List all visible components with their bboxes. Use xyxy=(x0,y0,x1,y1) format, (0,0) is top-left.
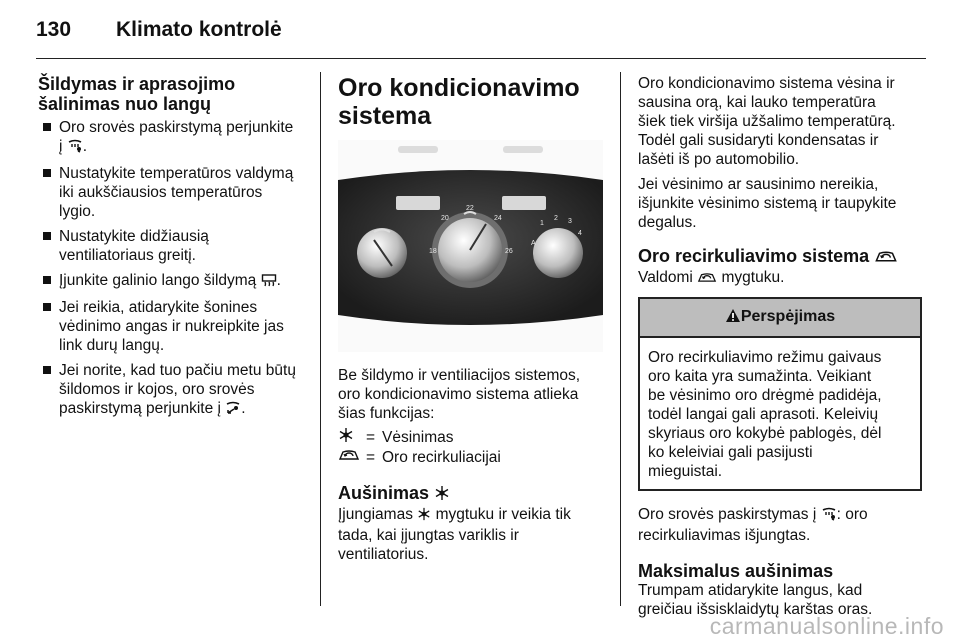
temp-label: 24 xyxy=(494,215,502,222)
paragraph-line: Jei vėsinimo ar sausinimo nereikia, xyxy=(638,176,879,193)
warning-title: Perspėjimas xyxy=(740,308,836,325)
cooling-text xyxy=(338,505,613,564)
recirculation-text xyxy=(638,268,928,289)
heading-text: Aušinimas xyxy=(338,483,430,503)
paragraph-text: mygtuku ir veikia tik xyxy=(435,506,571,523)
item-text: ventiliatoriaus greitį. xyxy=(59,247,196,264)
paragraph-text: Valdomi xyxy=(638,269,693,286)
function-row xyxy=(338,447,613,467)
page-number: 130 xyxy=(36,18,72,41)
paragraph-text: mygtuku. xyxy=(721,269,785,286)
paragraph-line: sausina orą, kai lauko temperatūra xyxy=(638,94,876,111)
column-divider xyxy=(320,72,321,606)
paragraph-line: šias funkcijas: xyxy=(338,405,435,422)
paragraph-line: Todėl gali susidaryti kondensatas ir xyxy=(638,132,879,149)
snowflake-icon xyxy=(338,427,366,448)
defrost-steps-list xyxy=(38,118,313,420)
paragraph xyxy=(638,74,928,169)
list-item xyxy=(38,361,313,420)
list-item xyxy=(38,164,313,221)
recirculation-icon xyxy=(874,248,898,268)
list-item xyxy=(38,118,313,158)
feet-defrost-airflow-icon xyxy=(225,401,241,420)
item-text: Jei norite, kad tuo pačiu metu būtų xyxy=(59,362,296,379)
section-heading-ac xyxy=(338,74,613,130)
item-text: Nustatykite temperatūros valdymą xyxy=(59,165,294,182)
item-text: vėdinimo angas ir nukreipkite jas xyxy=(59,318,284,335)
paragraph-line: degalus. xyxy=(638,214,697,231)
fan-label: A xyxy=(531,240,536,247)
fan-label: 2 xyxy=(554,215,558,222)
after-warning-text xyxy=(638,505,928,545)
rear-window-heater-icon xyxy=(261,273,277,292)
paragraph-line: lašėti iš po automobilio. xyxy=(638,151,800,168)
list-item xyxy=(38,227,313,265)
item-text: . xyxy=(241,400,246,417)
function-text: Vėsinimas xyxy=(382,428,454,446)
item-text: Įjunkite galinio lango šildymą xyxy=(59,272,257,289)
function-list xyxy=(338,427,613,467)
warning-line: todėl langai gali aprasoti. Keleivių xyxy=(648,406,879,423)
watermark: carmanualsonline.info xyxy=(709,613,944,639)
section-heading-recirculation xyxy=(638,246,928,268)
column-divider xyxy=(620,72,621,606)
warning-line: oro kaita yra sumažinta. Veikiant xyxy=(648,368,872,385)
item-text: paskirstymą perjunkite į xyxy=(59,400,221,417)
warning-triangle-icon xyxy=(725,308,741,328)
recirculation-button xyxy=(502,196,546,210)
item-text: lygio. xyxy=(59,203,96,220)
paragraph-text: : oro xyxy=(836,506,868,523)
heading-line: Oro kondicionavimo xyxy=(338,74,580,102)
warning-body xyxy=(640,338,920,489)
heading-text: Oro recirkuliavimo sistema xyxy=(638,246,870,266)
item-text: iki aukščiausios temperatūros xyxy=(59,184,263,201)
column-2 xyxy=(338,74,613,564)
paragraph-text: recirkuliavimas išjungtas. xyxy=(638,527,811,544)
climate-control-panel-illustration xyxy=(338,140,603,352)
fan-label: 1 xyxy=(540,220,544,227)
section-heading-defrost xyxy=(38,74,313,114)
item-text: Nustatykite didžiausią xyxy=(59,228,209,245)
paragraph-text: Oro srovės paskirstymas į xyxy=(638,506,817,523)
warning-header xyxy=(640,299,920,338)
item-text: link durų langų. xyxy=(59,337,165,354)
temp-label: 18 xyxy=(429,248,437,255)
item-text: . xyxy=(276,272,281,289)
equals-sign: = xyxy=(366,428,376,446)
item-text: šildomos ir kojos, oro srovės xyxy=(59,381,255,398)
item-text: Jei reikia, atidarykite šonines xyxy=(59,299,258,316)
paragraph-text: tada, kai įjungtas variklis ir xyxy=(338,527,519,544)
paragraph-text: Įjungiamas xyxy=(338,506,413,523)
warning-line: mieguistai. xyxy=(648,463,723,480)
warning-line: ko keleiviai gali pasijusti xyxy=(648,444,813,461)
heading-line: Šildymas ir aprasojimo xyxy=(38,74,236,94)
recirculation-icon xyxy=(697,270,717,289)
list-item xyxy=(38,271,313,292)
paragraph xyxy=(638,175,928,232)
recirculation-icon xyxy=(338,448,366,467)
paragraph-text: ventiliatorius. xyxy=(338,546,429,563)
warning-line: skyriaus oro kokybė pablogės, dėl xyxy=(648,425,882,442)
fan-label: 3 xyxy=(568,218,572,225)
paragraph-line: Be šildymo ir ventiliacijos sistemos, xyxy=(338,367,581,384)
item-text: Oro srovės paskirstymą perjunkite xyxy=(59,119,294,136)
page-title: Klimato kontrolė xyxy=(116,18,282,41)
snowflake-icon xyxy=(434,485,450,505)
equals-sign: = xyxy=(366,448,376,466)
paragraph-line: Oro kondicionavimo sistema vėsina ir xyxy=(638,75,895,92)
temp-label: 26 xyxy=(505,248,513,255)
ac-button xyxy=(396,196,440,210)
function-row xyxy=(338,427,613,447)
fan-label: 4 xyxy=(578,230,582,237)
section-heading-max-cooling: Maksimalus aušinimas xyxy=(638,561,834,581)
page-header xyxy=(36,14,926,48)
defrost-airflow-icon xyxy=(821,507,837,526)
temp-label: 20 xyxy=(441,215,449,222)
warning-line: Oro recirkuliavimo režimu gaivaus xyxy=(648,349,882,366)
item-text: . xyxy=(82,138,88,155)
section-heading-cooling xyxy=(338,483,613,505)
header-rule xyxy=(36,58,926,59)
temp-label: 22 xyxy=(466,205,474,212)
warning-box xyxy=(638,297,922,491)
function-text: Oro recirkuliacijai xyxy=(382,448,501,466)
column-1 xyxy=(38,74,313,426)
paragraph-line: greičiau išsisklaidytų karštas oras. xyxy=(638,601,873,618)
item-text: į xyxy=(59,138,63,155)
ac-intro xyxy=(338,366,613,423)
fan-speed-knob xyxy=(533,228,583,278)
heading-line: šalinimas nuo langų xyxy=(38,94,212,114)
heading-line: sistema xyxy=(338,102,432,130)
paragraph-line: išjunkite vėsinimo sistemą ir taupykite xyxy=(638,195,897,212)
paragraph-line: šiek tiek viršija užšalimo temperatūrą. xyxy=(638,113,896,130)
snowflake-icon xyxy=(417,507,431,526)
list-item xyxy=(38,298,313,355)
paragraph-line: Trumpam atidarykite langus, kad xyxy=(638,582,863,599)
defrost-airflow-icon xyxy=(67,139,83,158)
column-3 xyxy=(638,74,928,619)
warning-line: be vėsinimo oro drėgmė padidėja, xyxy=(648,387,882,404)
paragraph-line: oro kondicionavimo sistema atlieka xyxy=(338,386,579,403)
